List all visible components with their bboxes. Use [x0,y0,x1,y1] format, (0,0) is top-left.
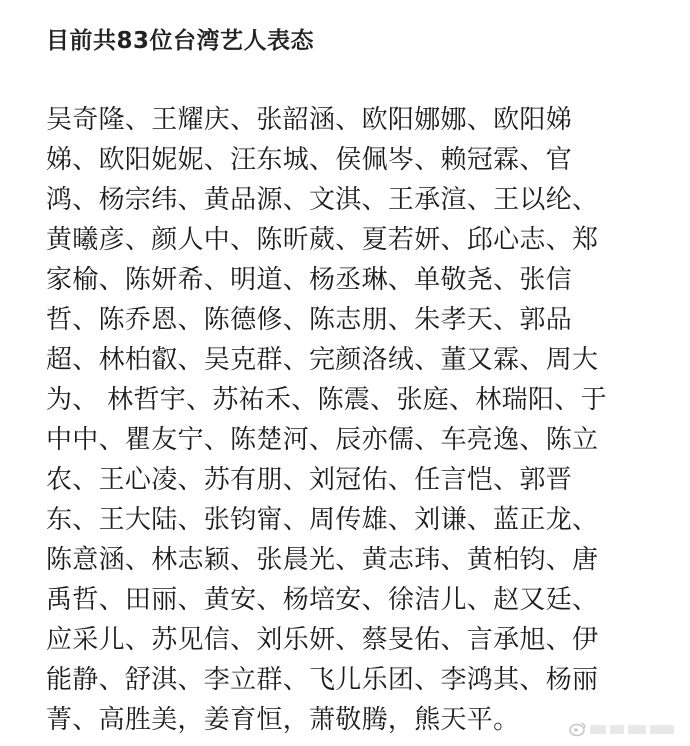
artist-list [46,100,666,740]
text-line: 东、王大陆、张钧甯、周传雄、刘谦、蓝正龙、 [46,505,599,535]
text-line: 娣、欧阳妮妮、汪东城、侯佩岑、赖冠霖、官 [46,145,573,175]
text-line: 为、 林哲宇、苏祐禾、陈震、张庭、林瑞阳、于 [46,385,607,415]
watermark-logo-icon [568,718,678,740]
text-line: 陈意涵、林志颖、张晨光、黄志玮、黄柏钧、唐 [46,545,599,575]
text-line: 中中、瞿友宁、陈楚河、辰亦儒、车亮逸、陈立 [46,425,599,455]
text-line: 应采儿、苏见信、刘乐妍、蔡旻佑、言承旭、伊 [46,625,599,655]
text-line: 能静、舒淇、李立群、飞儿乐团、李鸿其、杨丽 [46,665,599,695]
text-line: 哲、陈乔恩、陈德修、陈志朋、朱孝天、郭品 [46,305,573,335]
text-line: 鸿、杨宗纬、黄品源、文淇、王承渲、王以纶、 [46,185,599,215]
text-line: 黄曦彦、颜人中、陈昕葳、夏若妍、邱心志、郑 [46,225,599,255]
document-title: 目前共83位台湾艺人表态 [46,28,315,54]
text-line: 农、王心凌、苏有朋、刘冠佑、任言恺、郭晋 [46,465,573,495]
text-line: 禹哲、田丽、黄安、杨培安、徐洁儿、赵又廷、 [46,585,599,615]
text-line: 吴奇隆、王耀庆、张韶涵、欧阳娜娜、欧阳娣 [46,105,573,135]
text-line: 菁、高胜美，姜育恒，萧敬腾，熊天平。 [46,705,520,735]
text-line: 超、林柏叡、吴克群、完颜洛绒、董又霖、周大 [46,345,599,375]
text-line: 家榆、陈妍希、明道、杨丞琳、单敬尧、张信 [46,265,573,295]
